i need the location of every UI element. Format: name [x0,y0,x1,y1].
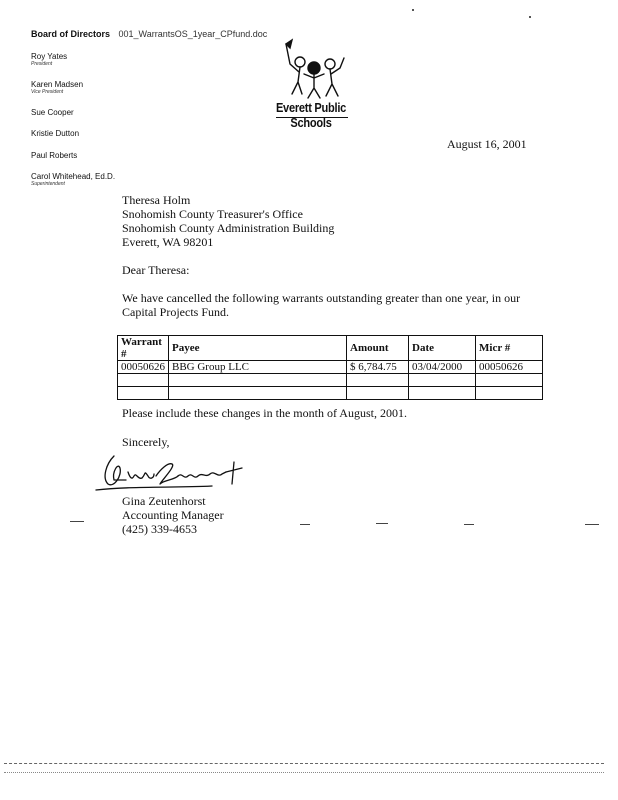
table-row [118,374,543,387]
director-name: Kristie Dutton [31,129,80,138]
director-role: President [31,61,53,67]
logo-underline [276,117,348,118]
col-warrant: Warrant # [118,336,169,361]
director-role: Superintendent [31,181,65,187]
closing-request: Please include these changes in the month of August, 2001. [122,406,407,420]
scan-edge-line [4,772,604,773]
scan-mark [70,521,84,522]
director-name: Karen Madsen [31,80,84,89]
sign-off: Sincerely, [122,435,170,449]
logo-text: Everett Public Schools [275,100,347,130]
director-name: Paul Roberts [31,151,78,160]
cell-payee [169,387,347,400]
col-date: Date [409,336,476,361]
director-entry [31,172,115,187]
scan-speck [529,16,531,18]
handwritten-signature-icon [92,450,257,495]
director-entry [31,108,74,117]
signer-phone: (425) 339-4653 [122,522,197,536]
director-name: Sue Cooper [31,108,74,117]
director-entry [31,129,79,138]
school-logo [252,34,370,130]
warrants-table [117,335,543,400]
cell-micr [476,387,543,400]
col-payee: Payee [169,336,347,361]
cell-payee: BBG Group LLC [169,361,347,374]
cell-micr [476,374,543,387]
col-micr: Micr # [476,336,543,361]
scan-speck [412,9,414,11]
table-row [118,361,543,374]
signer-title: Accounting Manager [122,508,224,522]
intro-line-2: Capital Projects Fund. [122,305,229,319]
scan-edge-line [4,763,604,764]
recipient-name: Theresa Holm [122,193,191,207]
cell-payee [169,374,347,387]
file-reference: 001_WarrantsOS_1year_CPfund.doc [118,29,268,39]
board-label: Board of Directors [31,29,111,39]
table-row [118,387,543,400]
cell-amount [347,387,409,400]
director-entry [31,52,67,67]
cell-amount [347,374,409,387]
col-amount: Amount [347,336,409,361]
director-entry [31,151,77,160]
recipient-office: Snohomish County Treasurer's Office [122,207,303,221]
intro-line-1: We have cancelled the following warrants outstanding greater than one year, in our [122,291,521,305]
recipient-building: Snohomish County Administration Building [122,221,335,235]
board-header [31,29,267,39]
cell-micr: 00050626 [476,361,543,374]
cell-date [409,387,476,400]
children-figures-icon [252,34,370,100]
cell-warrant [118,374,169,387]
director-name: Carol Whitehead, Ed.D. [31,172,116,181]
signer-name: Gina Zeutenhorst [122,494,206,508]
cell-date: 03/04/2000 [409,361,476,374]
letter-date: August 16, 2001 [447,137,527,151]
scan-mark [300,524,310,525]
table-header-row [118,336,543,361]
scan-mark [464,524,474,525]
director-name: Roy Yates [31,52,68,61]
scan-mark [376,523,388,524]
cell-amount: $ 6,784.75 [347,361,409,374]
cell-date [409,374,476,387]
salutation: Dear Theresa: [122,263,190,277]
cell-warrant: 00050626 [118,361,169,374]
director-entry [31,80,83,95]
recipient-city: Everett, WA 98201 [122,235,214,249]
scan-mark [585,524,599,525]
director-role: Vice President [31,89,64,95]
cell-warrant [118,387,169,400]
